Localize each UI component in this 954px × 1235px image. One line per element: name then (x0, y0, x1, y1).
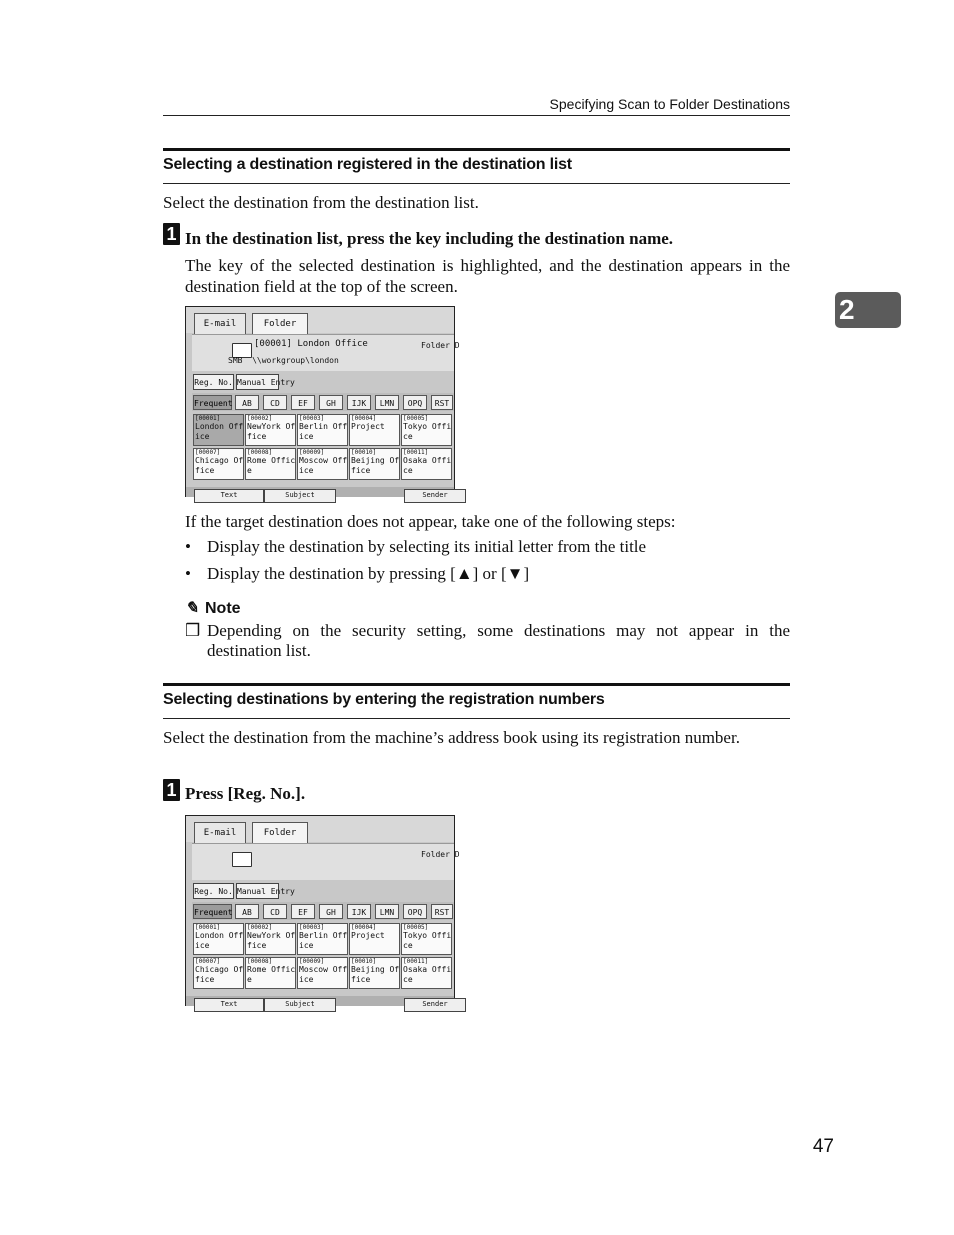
dest-num: [00005] (403, 415, 429, 422)
destination-key[interactable] (349, 448, 400, 480)
dest-name-line2: fice (247, 941, 267, 950)
dest-num: [00005] (403, 924, 429, 931)
dest-name-line2: fice (351, 975, 371, 984)
title-key-frequent[interactable]: Frequent (193, 395, 232, 410)
dest-name-line1: Chicago Of (195, 456, 244, 465)
dest-name-line1: Tokyo Offi (403, 422, 452, 431)
dest-num: [00003] (299, 415, 325, 422)
path-protocol: SMB (228, 356, 243, 365)
destination-key[interactable] (193, 923, 244, 955)
dest-name-line1: Project (351, 931, 385, 940)
step-description: The key of the selected destination is highlighted, and the destination appears in the destination field at the top of the screen. (185, 256, 790, 296)
destination-field (192, 843, 460, 880)
page-number: 47 (812, 1136, 834, 1157)
chapter-tab: 2 (835, 292, 901, 328)
dest-num: [00007] (195, 958, 221, 965)
dest-name-line2: ce (403, 432, 413, 441)
dest-name-line1: Beijing Of (351, 456, 400, 465)
dest-num: [00010] (351, 449, 377, 456)
dest-num: [00008] (247, 958, 273, 965)
text-button[interactable]: Text (194, 998, 264, 1012)
dest-num: [00011] (403, 958, 429, 965)
dest-name-line2: ice (195, 941, 210, 950)
dest-name-line2: ice (195, 432, 210, 441)
title-key-rst[interactable]: RST (431, 395, 453, 410)
note-text: Depending on the security setting, some destinations may not appear in the destination list. (207, 621, 790, 660)
destination-key[interactable] (297, 923, 348, 955)
title-key-opq[interactable]: OPQ (403, 395, 427, 410)
destination-key[interactable] (297, 414, 348, 446)
tab-email[interactable]: E-mail (194, 822, 246, 843)
step-instruction: In the destination list, press the key including the destination name. (185, 229, 674, 248)
dest-name-line1: Berlin Off (299, 931, 348, 940)
destination-key[interactable] (401, 957, 452, 989)
title-key-gh[interactable]: GH (319, 904, 343, 919)
destination-key[interactable] (349, 923, 400, 955)
title-key-opq[interactable]: OPQ (403, 904, 427, 919)
dest-name-line1: London Off (195, 931, 244, 940)
text-button[interactable]: Text (194, 489, 264, 503)
dest-name-line1: NewYork Of (247, 422, 296, 431)
destination-key[interactable] (297, 448, 348, 480)
dest-name-line1: NewYork Of (247, 931, 296, 940)
note-heading (185, 598, 241, 618)
dest-name-line1: Project (351, 422, 385, 431)
subject-button[interactable]: Subject (264, 998, 336, 1012)
section-title: Selecting destinations by entering the registration numbers (163, 691, 605, 708)
note-pencil-icon: ✎ (185, 600, 199, 617)
dest-name-line1: Osaka Offi (403, 456, 452, 465)
dest-name-line2: fice (247, 432, 267, 441)
title-key-gh[interactable]: GH (319, 395, 343, 410)
bullet-item (185, 564, 790, 584)
title-key-ijk[interactable]: IJK (347, 395, 371, 410)
header-rule (163, 115, 790, 116)
running-head: Specifying Scan to Folder Destinations (549, 96, 790, 112)
dest-num: [00010] (351, 958, 377, 965)
destination-key[interactable] (401, 923, 452, 955)
note-label: Note (205, 600, 241, 617)
dest-name-line2: e (247, 975, 252, 984)
dest-name-line1: Moscow Off (299, 965, 348, 974)
title-key-ijk[interactable]: IJK (347, 904, 371, 919)
dest-name-line2: ce (403, 975, 413, 984)
folder-dest-label: Folder D (421, 341, 460, 350)
bullet-text: Display the destination by selecting its initial letter from the title (207, 537, 647, 556)
title-key-lmn[interactable]: LMN (375, 395, 399, 410)
sender-button[interactable]: Sender (404, 489, 466, 503)
dest-name-line2: ice (299, 466, 314, 475)
title-key-ab[interactable]: AB (235, 904, 259, 919)
reg-no-button[interactable]: Reg. No. (193, 883, 234, 899)
title-key-lmn[interactable]: LMN (375, 904, 399, 919)
dest-num: [00001] (195, 924, 221, 931)
screen-panel (185, 815, 460, 1008)
dest-name-line1: Berlin Off (299, 422, 348, 431)
folder-icon (232, 852, 252, 867)
destination-key[interactable] (401, 448, 452, 480)
dest-num: [00007] (195, 449, 221, 456)
reg-no-button[interactable]: Reg. No. (193, 374, 234, 390)
title-key-ab[interactable]: AB (235, 395, 259, 410)
dest-num: [00003] (299, 924, 325, 931)
folder-dest-label: Folder D (421, 850, 460, 859)
dest-name-line2: fice (351, 466, 371, 475)
step-number: 1 (163, 223, 180, 245)
fallback-intro: If the target destination does not appear, take one of the following steps: (185, 512, 676, 531)
dest-num: [00004] (351, 415, 377, 422)
dest-num: [00011] (403, 449, 429, 456)
dest-num: [00004] (351, 924, 377, 931)
dest-num: [00009] (299, 958, 325, 965)
tab-email[interactable]: E-mail (194, 313, 246, 334)
destination-key[interactable] (193, 448, 244, 480)
bullet-glyph: • (185, 537, 191, 556)
destination-key[interactable] (349, 414, 400, 446)
section-intro: Select the destination from the destination list. (163, 193, 479, 212)
dest-name-line1: Rome Offic (247, 456, 296, 465)
dest-name-line1: Chicago Of (195, 965, 244, 974)
manual-entry-button[interactable]: Manual Entry (236, 883, 279, 899)
destination-value: [00001] London Office (254, 339, 368, 349)
dest-num: [00008] (247, 449, 273, 456)
destination-key[interactable] (245, 923, 296, 955)
destination-key[interactable] (245, 448, 296, 480)
bullet-glyph: • (185, 564, 191, 583)
title-key-frequent[interactable]: Frequent (193, 904, 232, 919)
manual-entry-button[interactable]: Manual Entry (236, 374, 279, 390)
tab-folder[interactable]: Folder (252, 313, 308, 334)
destination-key[interactable] (245, 957, 296, 989)
destination-path (228, 356, 339, 365)
dest-name-line2: ice (299, 432, 314, 441)
dest-name-line2: ce (403, 941, 413, 950)
step-instruction: Press [Reg. No.]. (185, 784, 306, 803)
title-key-rst[interactable]: RST (431, 904, 453, 919)
dest-name-line2: fice (195, 975, 215, 984)
dest-num: [00009] (299, 449, 325, 456)
section-rule-top (163, 683, 790, 686)
dest-name-line1: Tokyo Offi (403, 931, 452, 940)
destination-field (192, 334, 460, 371)
screen-panel (185, 306, 460, 499)
destination-key[interactable] (193, 957, 244, 989)
section-intro: Select the destination from the machine’s address book using its registration number. (163, 728, 740, 747)
subject-button[interactable]: Subject (264, 489, 336, 503)
dest-name-line2: fice (195, 466, 215, 475)
tab-folder[interactable]: Folder (252, 822, 308, 843)
sender-button[interactable]: Sender (404, 998, 466, 1012)
dest-name-line1: London Off (195, 422, 244, 431)
dest-name-line2: ce (403, 466, 413, 475)
bullet-text: Display the destination by pressing [▲] or [▼] (207, 564, 530, 583)
destination-key[interactable] (349, 957, 400, 989)
dest-name-line2: ice (299, 941, 314, 950)
dest-name-line1: Moscow Off (299, 456, 348, 465)
dest-name-line1: Beijing Of (351, 965, 400, 974)
dest-name-line2: e (247, 466, 252, 475)
destination-key[interactable] (245, 414, 296, 446)
dest-name-line1: Rome Offic (247, 965, 296, 974)
section-rule-bottom (163, 183, 790, 184)
section-rule-top (163, 148, 790, 151)
bullet-item (185, 537, 790, 557)
destination-key[interactable] (193, 414, 244, 446)
dest-name-line2: ice (299, 975, 314, 984)
destination-key[interactable] (297, 957, 348, 989)
section-title: Selecting a destination registered in the destination list (163, 156, 572, 173)
title-key-cd[interactable]: CD (263, 904, 287, 919)
step-number: 1 (163, 779, 180, 801)
dest-num: [00002] (247, 415, 273, 422)
destination-key[interactable] (401, 414, 452, 446)
note-item (185, 621, 790, 661)
dest-num: [00002] (247, 924, 273, 931)
dest-num: [00001] (195, 415, 221, 422)
title-key-ef[interactable]: EF (291, 395, 315, 410)
title-key-cd[interactable]: CD (263, 395, 287, 410)
title-key-ef[interactable]: EF (291, 904, 315, 919)
checkbox-icon: ❒ (185, 621, 201, 640)
dest-name-line1: Osaka Offi (403, 965, 452, 974)
section-rule-bottom (163, 718, 790, 719)
path-value: \\workgroup\london (252, 356, 339, 365)
